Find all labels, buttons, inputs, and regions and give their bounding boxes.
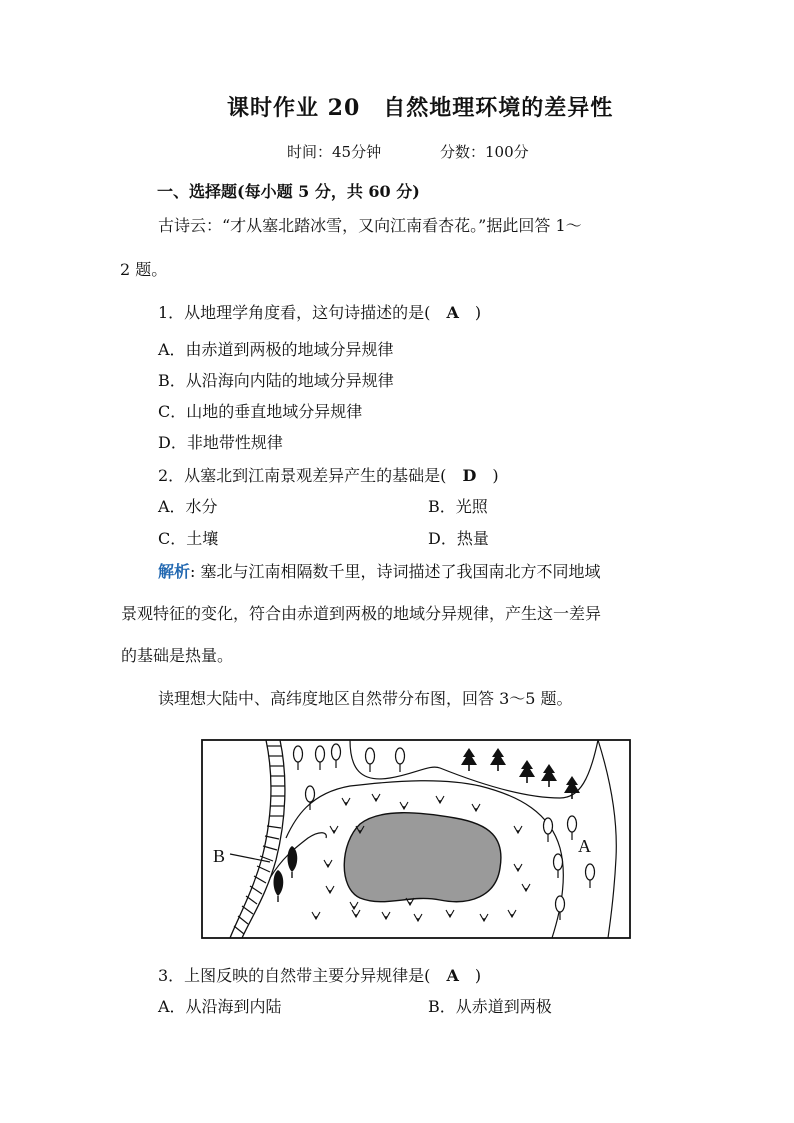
score-unit: 分 (513, 143, 529, 161)
analysis-label: 解析 (158, 562, 191, 581)
q2-option-b: B．光照 (428, 497, 488, 516)
intro-2: 读理想大陆中、高纬度地区自然带分布图，回答 3～5 题。 (158, 689, 573, 708)
analysis-line-1: 解析: 塞北与江南相隔数千里，诗词描述了我国南北方不同地域 (158, 562, 601, 581)
map-label-a: A (578, 836, 591, 856)
question-3-answer: A (446, 966, 459, 985)
time-label: 时间： (287, 143, 333, 161)
question-2-answer: D (462, 466, 477, 485)
intro-1-line-1: 古诗云：“才从塞北踏冰雪，又向江南看杏花。”据此回答 1～ (158, 216, 582, 235)
question-1-answer: A (446, 303, 459, 322)
analysis-line-2: 景观特征的变化，符合由赤道到两极的地域分异规律，产生这一差异 (121, 604, 602, 623)
natural-zone-map (200, 738, 632, 940)
q3-option-a: A．从沿海到内陆 (158, 997, 282, 1016)
q2-option-c: C．土壤 (158, 529, 219, 548)
q2-option-a: A．水分 (158, 497, 218, 516)
q1-option-d: D．非地带性规律 (158, 433, 283, 452)
q2-option-d: D．热量 (428, 529, 489, 548)
analysis-line-3: 的基础是热量。 (121, 646, 234, 665)
question-3-stem: 3．上图反映的自然带主要分异规律是( A ) (158, 966, 482, 985)
score-info (440, 142, 529, 162)
q1-option-a: A．由赤道到两极的地域分异规律 (158, 340, 394, 359)
question-2-stem: 2．从塞北到江南景观差异产生的基础是( D ) (158, 466, 499, 485)
map-label-b: B (213, 846, 226, 866)
q1-option-b: B．从沿海向内陆的地域分异规律 (158, 371, 394, 390)
intro-1-line-2: 2 题。 (120, 260, 168, 279)
section-heading: 一、选择题(每小题 5 分，共 60 分) (157, 182, 420, 201)
time-info (287, 142, 381, 162)
question-1-stem: 1．从地理学角度看，这句诗描述的是( A ) (158, 303, 482, 322)
q1-option-c: C．山地的垂直地域分异规律 (158, 402, 363, 421)
inland-desert-zone (344, 813, 501, 902)
q3-option-b: B．从赤道到两极 (428, 997, 552, 1016)
score-label: 分数： (440, 143, 486, 161)
time-value: 45 (332, 143, 352, 161)
page-title: 课时作业 20 自然地理环境的差异性 (227, 95, 614, 121)
time-unit: 分钟 (351, 143, 382, 161)
score-value: 100 (485, 143, 514, 161)
